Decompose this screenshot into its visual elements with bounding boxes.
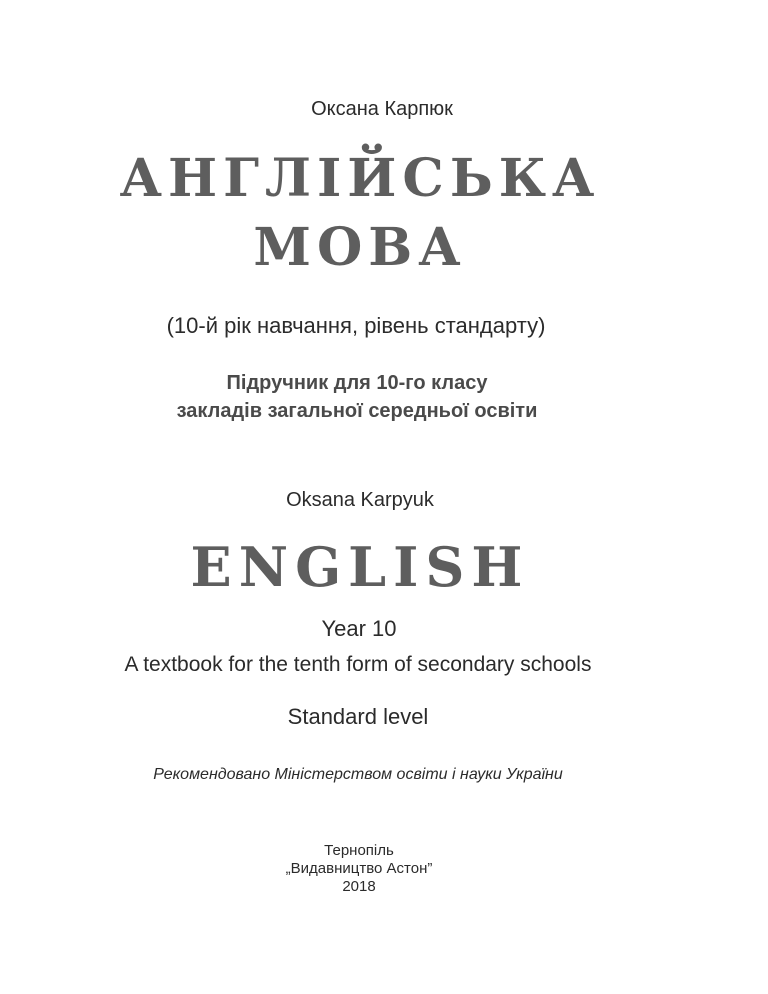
- textbook-description-ua-line1: Підручник для 10-го класу: [226, 372, 488, 394]
- textbook-description-en: A textbook for the tenth form of secondary schools: [124, 653, 592, 676]
- book-title-en: ENGLISH: [190, 535, 530, 599]
- imprint-city: Тернопіль: [324, 842, 394, 859]
- level-label-en: Standard level: [287, 704, 429, 729]
- book-title-ua-line2: МОВА: [253, 217, 467, 278]
- year-label-en: Year 10: [321, 616, 397, 641]
- author-name-en: Oksana Karpyuk: [286, 489, 434, 511]
- book-subtitle-ua: (10-й рік навчання, рівень стандарту): [166, 313, 546, 338]
- author-name-ua: Оксана Карпюк: [311, 98, 453, 120]
- textbook-description-ua-line2: закладів загальної середньої освіти: [176, 400, 538, 422]
- imprint-publisher: „Видавництво Астон”: [285, 860, 433, 877]
- imprint-year: 2018: [342, 878, 376, 895]
- book-title-ua-line1: АНГЛІЙСЬКА: [119, 148, 601, 209]
- ministry-recommendation: Рекомендовано Міністерством освіти і науки України: [153, 766, 563, 783]
